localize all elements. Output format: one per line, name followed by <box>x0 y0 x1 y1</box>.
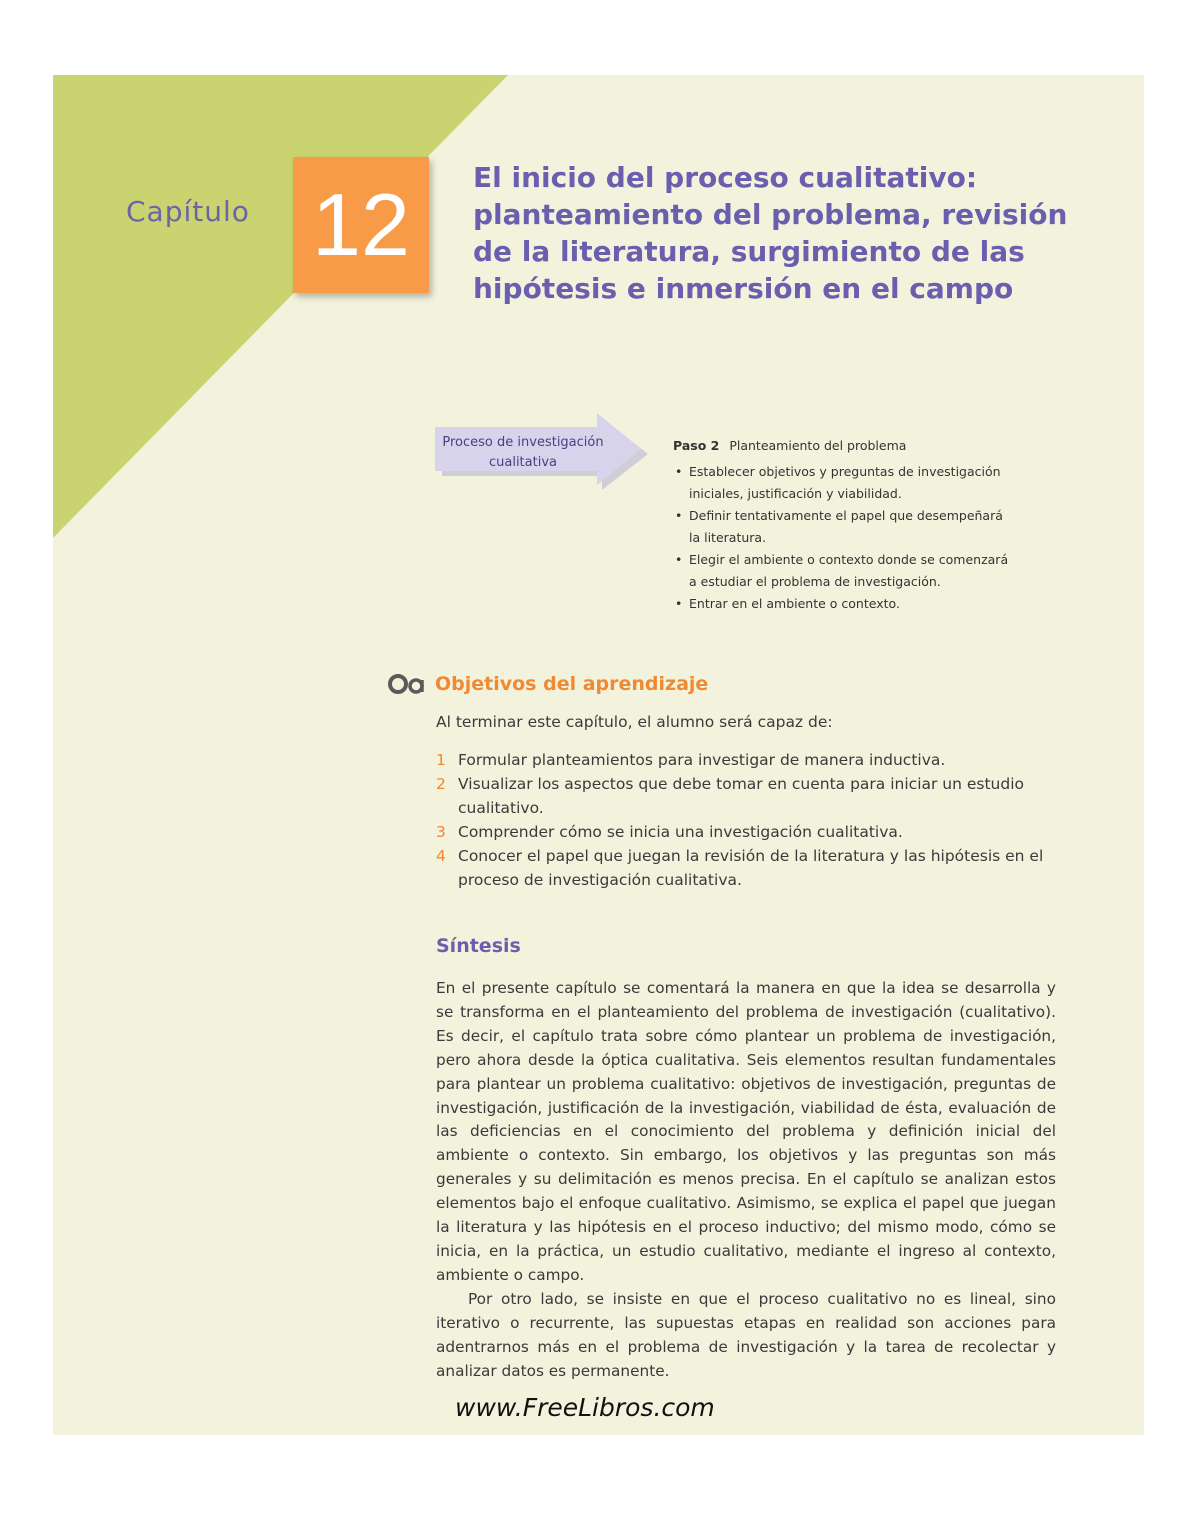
objective-number: 1 <box>436 751 446 769</box>
step-items <box>673 461 1013 615</box>
chapter-number: 12 <box>312 175 410 274</box>
step-item: • Establecer objetivos y preguntas de investigación iniciales, justificación y viabilidad. <box>673 461 1013 505</box>
objective-text: Comprender cómo se inicia una investigación cualitativa. <box>458 823 903 841</box>
objectives-heading <box>387 673 708 695</box>
chapter-label: Capítulo <box>126 195 250 228</box>
step-label: Paso 2 <box>673 438 720 453</box>
chapter-number-box <box>293 157 429 293</box>
objectives-intro: Al terminar este capítulo, el alumno será capaz de: <box>436 713 833 731</box>
synthesis-paragraph: Por otro lado, se insiste en que el proceso cualitativo no es lineal, sino iterativo o recurrente, las supuestas etapas en realidad son acciones para adentrarnos más en el problema de investigación y la tarea de recolectar y analizar datos es permanente. <box>436 1289 1056 1380</box>
chapter-page <box>53 75 1144 1435</box>
chapter-title: El inicio del proceso cualitativo: planteamiento del problema, revisión de la literatura, surgimiento de las hipótesis e inmersión en el campo <box>473 161 1068 305</box>
objective-item <box>436 772 1061 820</box>
synthesis-body <box>436 977 1056 1383</box>
step-item: • Entrar en el ambiente o contexto. <box>673 593 1013 615</box>
process-arrow-label: Proceso de investigación cualitativa <box>442 435 604 470</box>
objective-item <box>436 820 1061 844</box>
objective-number: 4 <box>436 847 446 865</box>
objective-number: 3 <box>436 823 446 841</box>
objectives-list <box>436 748 1061 892</box>
step-heading <box>673 435 1013 457</box>
synthesis-title: Síntesis <box>436 935 521 957</box>
objective-item <box>436 844 1061 892</box>
objective-number: 2 <box>436 775 446 793</box>
process-step <box>673 435 1013 615</box>
footer-url-link[interactable]: www.FreeLibros.com <box>455 1393 715 1422</box>
objectives-oa-icon <box>387 673 427 695</box>
objective-text: Visualizar los aspectos que debe tomar en cuenta para iniciar un estudio cualitativo. <box>458 775 1025 817</box>
objective-text: Conocer el papel que juegan la revisión de la literatura y las hipótesis en el proceso de investigación cualitativa. <box>458 847 1044 889</box>
objective-text: Formular planteamientos para investigar de manera inductiva. <box>458 751 946 769</box>
step-item: • Elegir el ambiente o contexto donde se comenzará a estudiar el problema de investigación. <box>673 549 1013 593</box>
synthesis-paragraph: En el presente capítulo se comentará la manera en que la idea se desarrolla y se transforma en el planteamiento del problema de investigación (cualitativo). Es decir, el capítulo trata sobre cómo plantear un problema de investigación, pero ahora desde la óptica cualitativa. Seis elementos resultan fundamentales para plantear un problema cualitativo: objetivos de investigación, preguntas de investigación, justificación de la investigación, viabilidad de ésta, evaluación de las deficiencias en el conocimiento del problema y definición inicial del ambiente o contexto. Sin embargo, los objetivos y las preguntas son más generales y su delimitación es menos precisa. En el capítulo se analizan estos elementos bajo el enfoque cualitativo. Asimismo, se explica el papel que juegan la literatura y las hipótesis en el proceso inductivo; del mismo modo, cómo se inicia, en la práctica, un estudio cualitativo, mediante el ingreso al contexto, ambiente o campo. <box>436 979 1056 1284</box>
step-title: Planteamiento del problema <box>729 438 907 453</box>
objective-item <box>436 748 1061 772</box>
objectives-title: Objetivos del aprendizaje <box>435 673 709 695</box>
step-item: • Definir tentativamente el papel que desempeñará la literatura. <box>673 505 1013 549</box>
